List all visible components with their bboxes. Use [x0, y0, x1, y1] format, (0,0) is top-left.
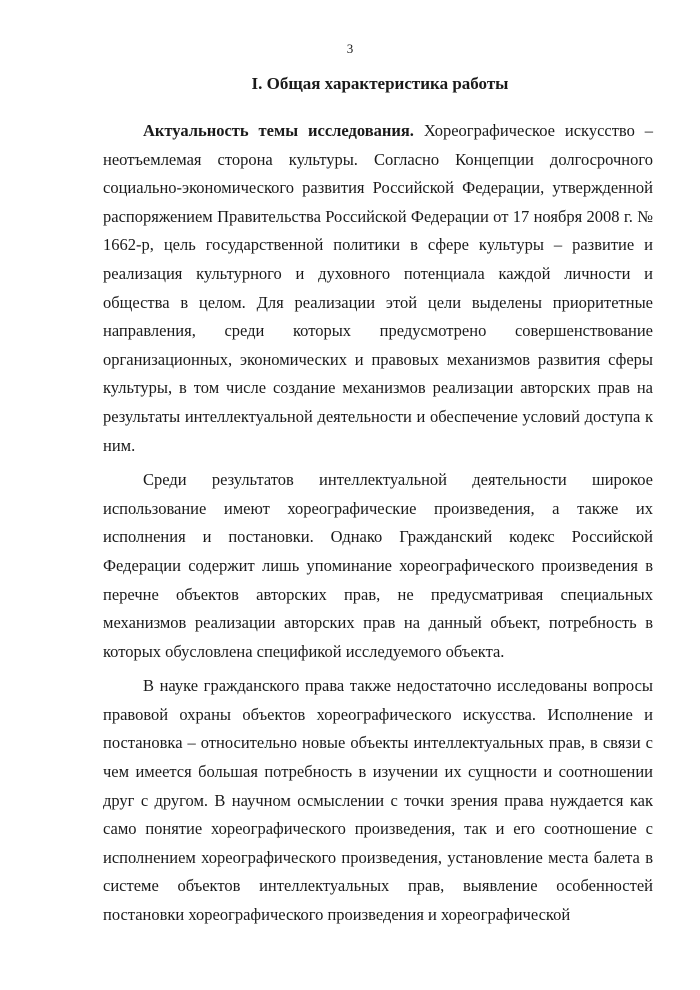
paragraph-text: Хореографическое искусство – неотъемлемая сторона культуры. Согласно Концепции долгосрочного социально-экономического развития Российской Федерации, утвержденной распоряжением Правительства Российской Федерации от 17 ноября 2008 г. № 1662-р, цель государственной политики в сфере культуры – развитие и реализация культурного и духовного потенциала каждой личности и общества в целом. Для реализации этой цели выделены приоритетные направления, среди которых предусмотрено совершенствование организационных, экономических и правовых механизмов развития сферы культуры, в том числе создание механизмов реализации авторских прав на результаты интеллектуальной деятельности и обеспечение условий доступа к ним.	[103, 121, 654, 455]
page-number: 3	[346, 41, 354, 56]
paragraph-relevance	[103, 117, 653, 460]
paragraph-text: Среди результатов интеллектуальной деятельности широкое использование имеют хореографические произведения, а также их исполнения и постановки. Однако Гражданский кодекс Российской Федерации содержит лишь упоминание хореографического произведения в перечне объектов авторских прав, не предусматривая специальных механизмов реализации авторских прав на данный объект, потребность в которых обусловлена спецификой исследуемого объекта.	[103, 470, 653, 661]
paragraph-civil-law-science	[103, 672, 653, 929]
section-title: I. Общая характеристика работы	[251, 74, 509, 93]
document-body	[103, 117, 653, 936]
paragraph-lead: Актуальность темы исследования.	[143, 121, 414, 140]
paragraph-text: В науке гражданского права также недостаточно исследованы вопросы правовой охраны объектов хореографического искусства. Исполнение и постановка – относительно новые объекты интеллектуальных прав, в связи с чем имеется большая потребность в изучении их сущности и соотношении друг с другом. В научном осмыслении с точки зрения права нуждается как само понятие хореографического произведения, так и его соотношение с исполнением хореографического произведения, установление места балета в системе объектов интеллектуальных прав, выявление особенностей постановки хореографического произведения и хореографической	[103, 676, 653, 925]
paragraph-choreographic-works	[103, 466, 653, 666]
